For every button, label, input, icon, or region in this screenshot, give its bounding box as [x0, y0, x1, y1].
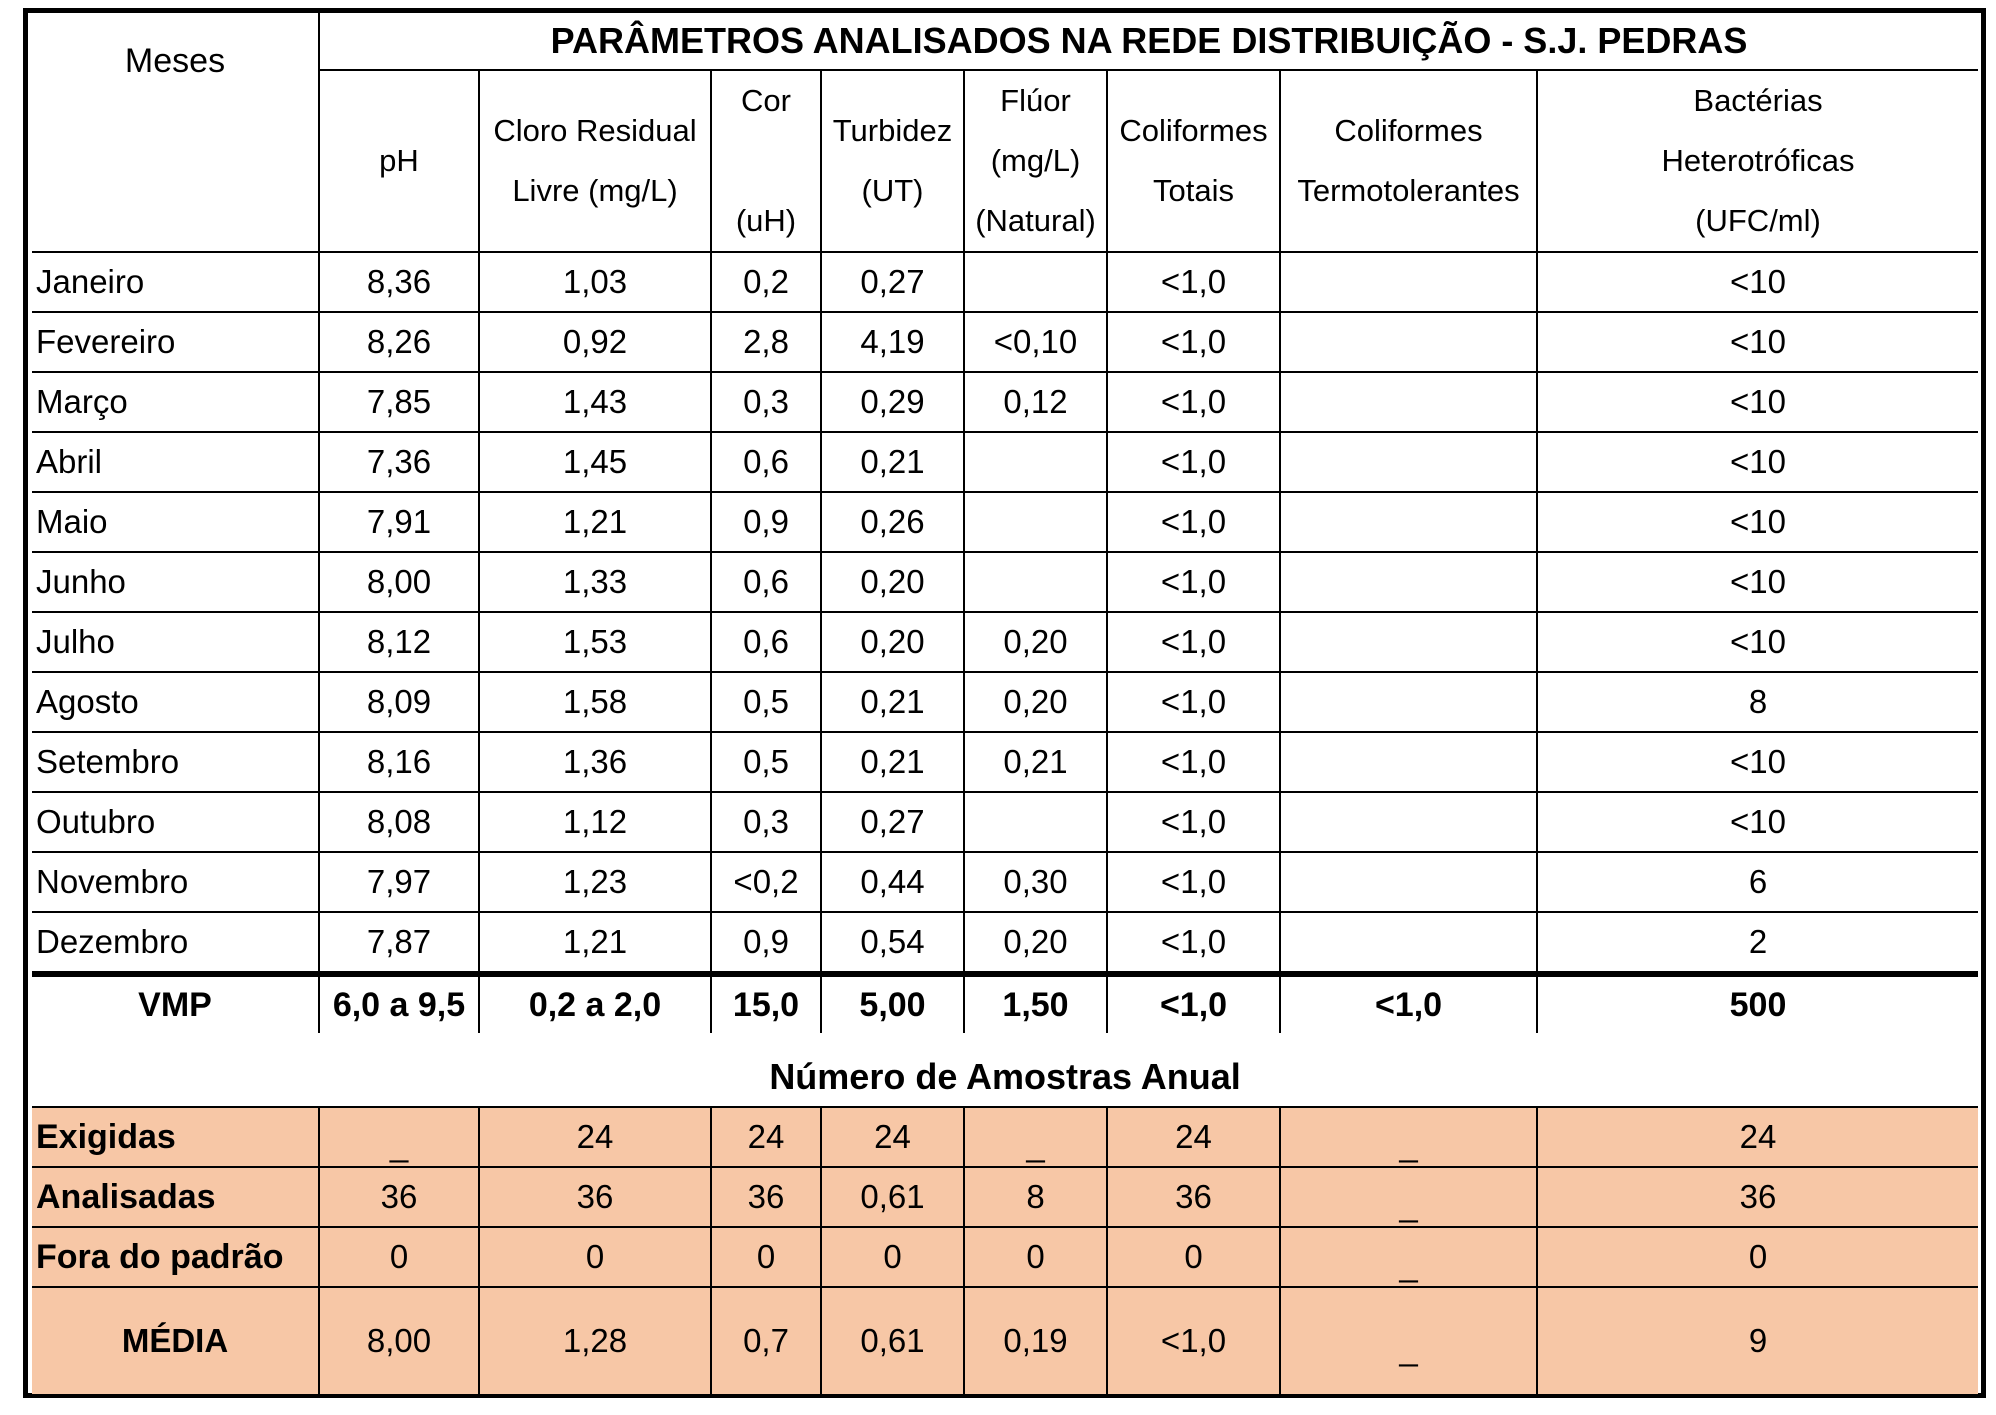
table-cell: [1280, 492, 1537, 552]
table-cell: [964, 492, 1107, 552]
table-cell: 24: [1537, 1107, 1978, 1167]
table-cell: <1,0: [1107, 432, 1280, 492]
table-cell: 0,6: [711, 432, 821, 492]
table-cell: 0,3: [711, 372, 821, 432]
table-cell: <10: [1537, 432, 1978, 492]
row-label: VMP: [32, 974, 319, 1033]
row-label: Março: [32, 372, 319, 432]
table-cell: 36: [711, 1167, 821, 1227]
table-cell: 0,20: [964, 912, 1107, 974]
table-cell: 24: [1107, 1107, 1280, 1167]
table-cell: [1280, 852, 1537, 912]
table-cell: 0,12: [964, 372, 1107, 432]
table-cell: 0,92: [479, 312, 711, 372]
table-row: [32, 852, 1978, 912]
table-cell: _: [319, 1107, 479, 1167]
table-cell: 0,21: [964, 732, 1107, 792]
table-cell: <10: [1537, 612, 1978, 672]
table-cell: 8: [964, 1167, 1107, 1227]
table-cell: 7,87: [319, 912, 479, 974]
row-label: Janeiro: [32, 252, 319, 312]
table-cell: 1,03: [479, 252, 711, 312]
header-fluor: Flúor (mg/L) (Natural): [964, 70, 1107, 252]
table-row: [32, 792, 1978, 852]
table-cell: 1,50: [964, 974, 1107, 1033]
table-cell: 6,0 a 9,5: [319, 974, 479, 1033]
row-label: Fevereiro: [32, 312, 319, 372]
table-cell: 0,61: [821, 1167, 964, 1227]
table-cell: 1,28: [479, 1287, 711, 1394]
table-cell: 1,43: [479, 372, 711, 432]
table-cell: 0: [1107, 1227, 1280, 1287]
table-cell: [1280, 312, 1537, 372]
table-row: [32, 372, 1978, 432]
table-cell: 0,54: [821, 912, 964, 974]
section-title: Número de Amostras Anual: [32, 1048, 1978, 1107]
table-cell: [1280, 612, 1537, 672]
table-cell: <1,0: [1107, 852, 1280, 912]
table-cell: 0: [319, 1227, 479, 1287]
table-row: [32, 312, 1978, 372]
table-cell: 0,19: [964, 1287, 1107, 1394]
table-cell: 24: [711, 1107, 821, 1167]
table-cell: [1280, 732, 1537, 792]
row-label: Novembro: [32, 852, 319, 912]
table-cell: 0,26: [821, 492, 964, 552]
table-cell: 8,08: [319, 792, 479, 852]
table-cell: <1,0: [1107, 672, 1280, 732]
table-cell: _: [1280, 1227, 1537, 1287]
table-cell: 9: [1537, 1287, 1978, 1394]
table-cell: 0,20: [964, 672, 1107, 732]
table-cell: 8: [1537, 672, 1978, 732]
table-cell: [1280, 672, 1537, 732]
row-label: Setembro: [32, 732, 319, 792]
table-cell: 0,29: [821, 372, 964, 432]
table-cell: 24: [821, 1107, 964, 1167]
row-label: MÉDIA: [32, 1287, 319, 1394]
row-label: Outubro: [32, 792, 319, 852]
table-cell: 15,0: [711, 974, 821, 1033]
table-cell: 8,00: [319, 552, 479, 612]
row-label: Agosto: [32, 672, 319, 732]
table-cell: 4,19: [821, 312, 964, 372]
table-cell: <10: [1537, 312, 1978, 372]
table-cell: <1,0: [1107, 492, 1280, 552]
table-cell: [964, 552, 1107, 612]
table-cell: <0,2: [711, 852, 821, 912]
table-cell: <1,0: [1107, 792, 1280, 852]
table-cell: <10: [1537, 372, 1978, 432]
table-cell: 0,5: [711, 732, 821, 792]
table-cell: 0,2 a 2,0: [479, 974, 711, 1033]
table-cell: <10: [1537, 252, 1978, 312]
table-cell: 8,12: [319, 612, 479, 672]
vmp-row: [32, 974, 1978, 1033]
table-cell: 1,36: [479, 732, 711, 792]
table-cell: 0,27: [821, 792, 964, 852]
table-cell: <0,10: [964, 312, 1107, 372]
table-cell: <1,0: [1107, 552, 1280, 612]
table-cell: 1,21: [479, 912, 711, 974]
table-row: [32, 432, 1978, 492]
table-cell: <10: [1537, 792, 1978, 852]
header-coliformes-termotolerantes: Coliformes Termotolerantes: [1280, 70, 1537, 252]
table-row: [32, 912, 1978, 974]
table-cell: 8,36: [319, 252, 479, 312]
row-label: Dezembro: [32, 912, 319, 974]
table-cell: 0: [479, 1227, 711, 1287]
table-cell: 1,21: [479, 492, 711, 552]
table-cell: 8,26: [319, 312, 479, 372]
table-cell: 0,2: [711, 252, 821, 312]
table-cell: 0,21: [821, 672, 964, 732]
table-cell: 1,33: [479, 552, 711, 612]
table-cell: [964, 432, 1107, 492]
table-cell: _: [1280, 1287, 1537, 1394]
header-coliformes-totais: Coliformes Totais: [1107, 70, 1280, 252]
table-cell: 8,16: [319, 732, 479, 792]
table-cell: [1280, 792, 1537, 852]
table-cell: 36: [1537, 1167, 1978, 1227]
table-cell: [1280, 912, 1537, 974]
row-label: Exigidas: [32, 1107, 319, 1167]
table-cell: 0,6: [711, 552, 821, 612]
report-sheet: [23, 8, 1986, 1398]
table-cell: 0,21: [821, 432, 964, 492]
table-cell: 0,5: [711, 672, 821, 732]
table-cell: 36: [479, 1167, 711, 1227]
table-cell: 0,20: [821, 612, 964, 672]
table-cell: <10: [1537, 552, 1978, 612]
header-bacterias: Bactérias Heterotróficas (UFC/ml): [1537, 70, 1978, 252]
table-cell: 7,97: [319, 852, 479, 912]
table-cell: 0,9: [711, 492, 821, 552]
table-cell: 7,36: [319, 432, 479, 492]
table-cell: <1,0: [1280, 974, 1537, 1033]
row-label: Analisadas: [32, 1167, 319, 1227]
count-row: [32, 1227, 1978, 1287]
table-cell: _: [1280, 1167, 1537, 1227]
table-cell: <1,0: [1107, 612, 1280, 672]
table-cell: _: [964, 1107, 1107, 1167]
table-cell: 1,45: [479, 432, 711, 492]
table-cell: 0: [711, 1227, 821, 1287]
table-cell: 0,61: [821, 1287, 964, 1394]
table-cell: 0: [964, 1227, 1107, 1287]
table-cell: 500: [1537, 974, 1978, 1033]
table-cell: [1280, 552, 1537, 612]
table-cell: 36: [1107, 1167, 1280, 1227]
table-cell: 2,8: [711, 312, 821, 372]
table-title: PARÂMETROS ANALISADOS NA REDE DISTRIBUIÇÃO - S.J. PEDRAS: [319, 13, 1978, 70]
table-cell: 7,91: [319, 492, 479, 552]
table-cell: 0: [1537, 1227, 1978, 1287]
row-label: Junho: [32, 552, 319, 612]
table-cell: 1,58: [479, 672, 711, 732]
table-cell: <1,0: [1107, 252, 1280, 312]
table-cell: 8,00: [319, 1287, 479, 1394]
table-cell: 2: [1537, 912, 1978, 974]
table-cell: 1,23: [479, 852, 711, 912]
table-cell: 8,09: [319, 672, 479, 732]
table-cell: 1,12: [479, 792, 711, 852]
table-cell: 0,3: [711, 792, 821, 852]
table-cell: <10: [1537, 492, 1978, 552]
table-row: [32, 612, 1978, 672]
samples-table: [32, 1048, 1978, 1394]
media-row: [32, 1287, 1978, 1394]
table-cell: 24: [479, 1107, 711, 1167]
row-label: Fora do padrão: [32, 1227, 319, 1287]
table-cell: 0,20: [821, 552, 964, 612]
table-cell: 0,9: [711, 912, 821, 974]
table-cell: 6: [1537, 852, 1978, 912]
table-row: [32, 552, 1978, 612]
table-cell: 0,30: [964, 852, 1107, 912]
table-cell: 0,20: [964, 612, 1107, 672]
table-cell: <1,0: [1107, 1287, 1280, 1394]
table-cell: <1,0: [1107, 912, 1280, 974]
row-label: Maio: [32, 492, 319, 552]
table-cell: [1280, 432, 1537, 492]
table-row: [32, 732, 1978, 792]
table-cell: _: [1280, 1107, 1537, 1167]
table-cell: 0,7: [711, 1287, 821, 1394]
header-turbidez: Turbidez (UT): [821, 70, 964, 252]
table-cell: [964, 792, 1107, 852]
table-cell: 1,53: [479, 612, 711, 672]
table-cell: 0,21: [821, 732, 964, 792]
table-cell: 5,00: [821, 974, 964, 1033]
table-cell: [1280, 372, 1537, 432]
table-cell: <1,0: [1107, 974, 1280, 1033]
header-ph: pH: [319, 70, 479, 252]
count-row: [32, 1167, 1978, 1227]
count-row: [32, 1107, 1978, 1167]
table-cell: 0,27: [821, 252, 964, 312]
table-cell: 7,85: [319, 372, 479, 432]
table-cell: 36: [319, 1167, 479, 1227]
table-cell: [1280, 252, 1537, 312]
parameters-table: [32, 13, 1978, 1033]
table-cell: 0,44: [821, 852, 964, 912]
header-cor: Cor (uH): [711, 70, 821, 252]
table-cell: 0,6: [711, 612, 821, 672]
row-label: Abril: [32, 432, 319, 492]
table-cell: <1,0: [1107, 732, 1280, 792]
table-cell: <1,0: [1107, 372, 1280, 432]
table-cell: [964, 252, 1107, 312]
table-row: [32, 252, 1978, 312]
header-meses: Meses: [32, 13, 319, 252]
row-label: Julho: [32, 612, 319, 672]
table-cell: <1,0: [1107, 312, 1280, 372]
table-cell: <10: [1537, 732, 1978, 792]
header-cloro: Cloro Residual Livre (mg/L): [479, 70, 711, 252]
table-row: [32, 672, 1978, 732]
table-cell: 0: [821, 1227, 964, 1287]
table-row: [32, 492, 1978, 552]
